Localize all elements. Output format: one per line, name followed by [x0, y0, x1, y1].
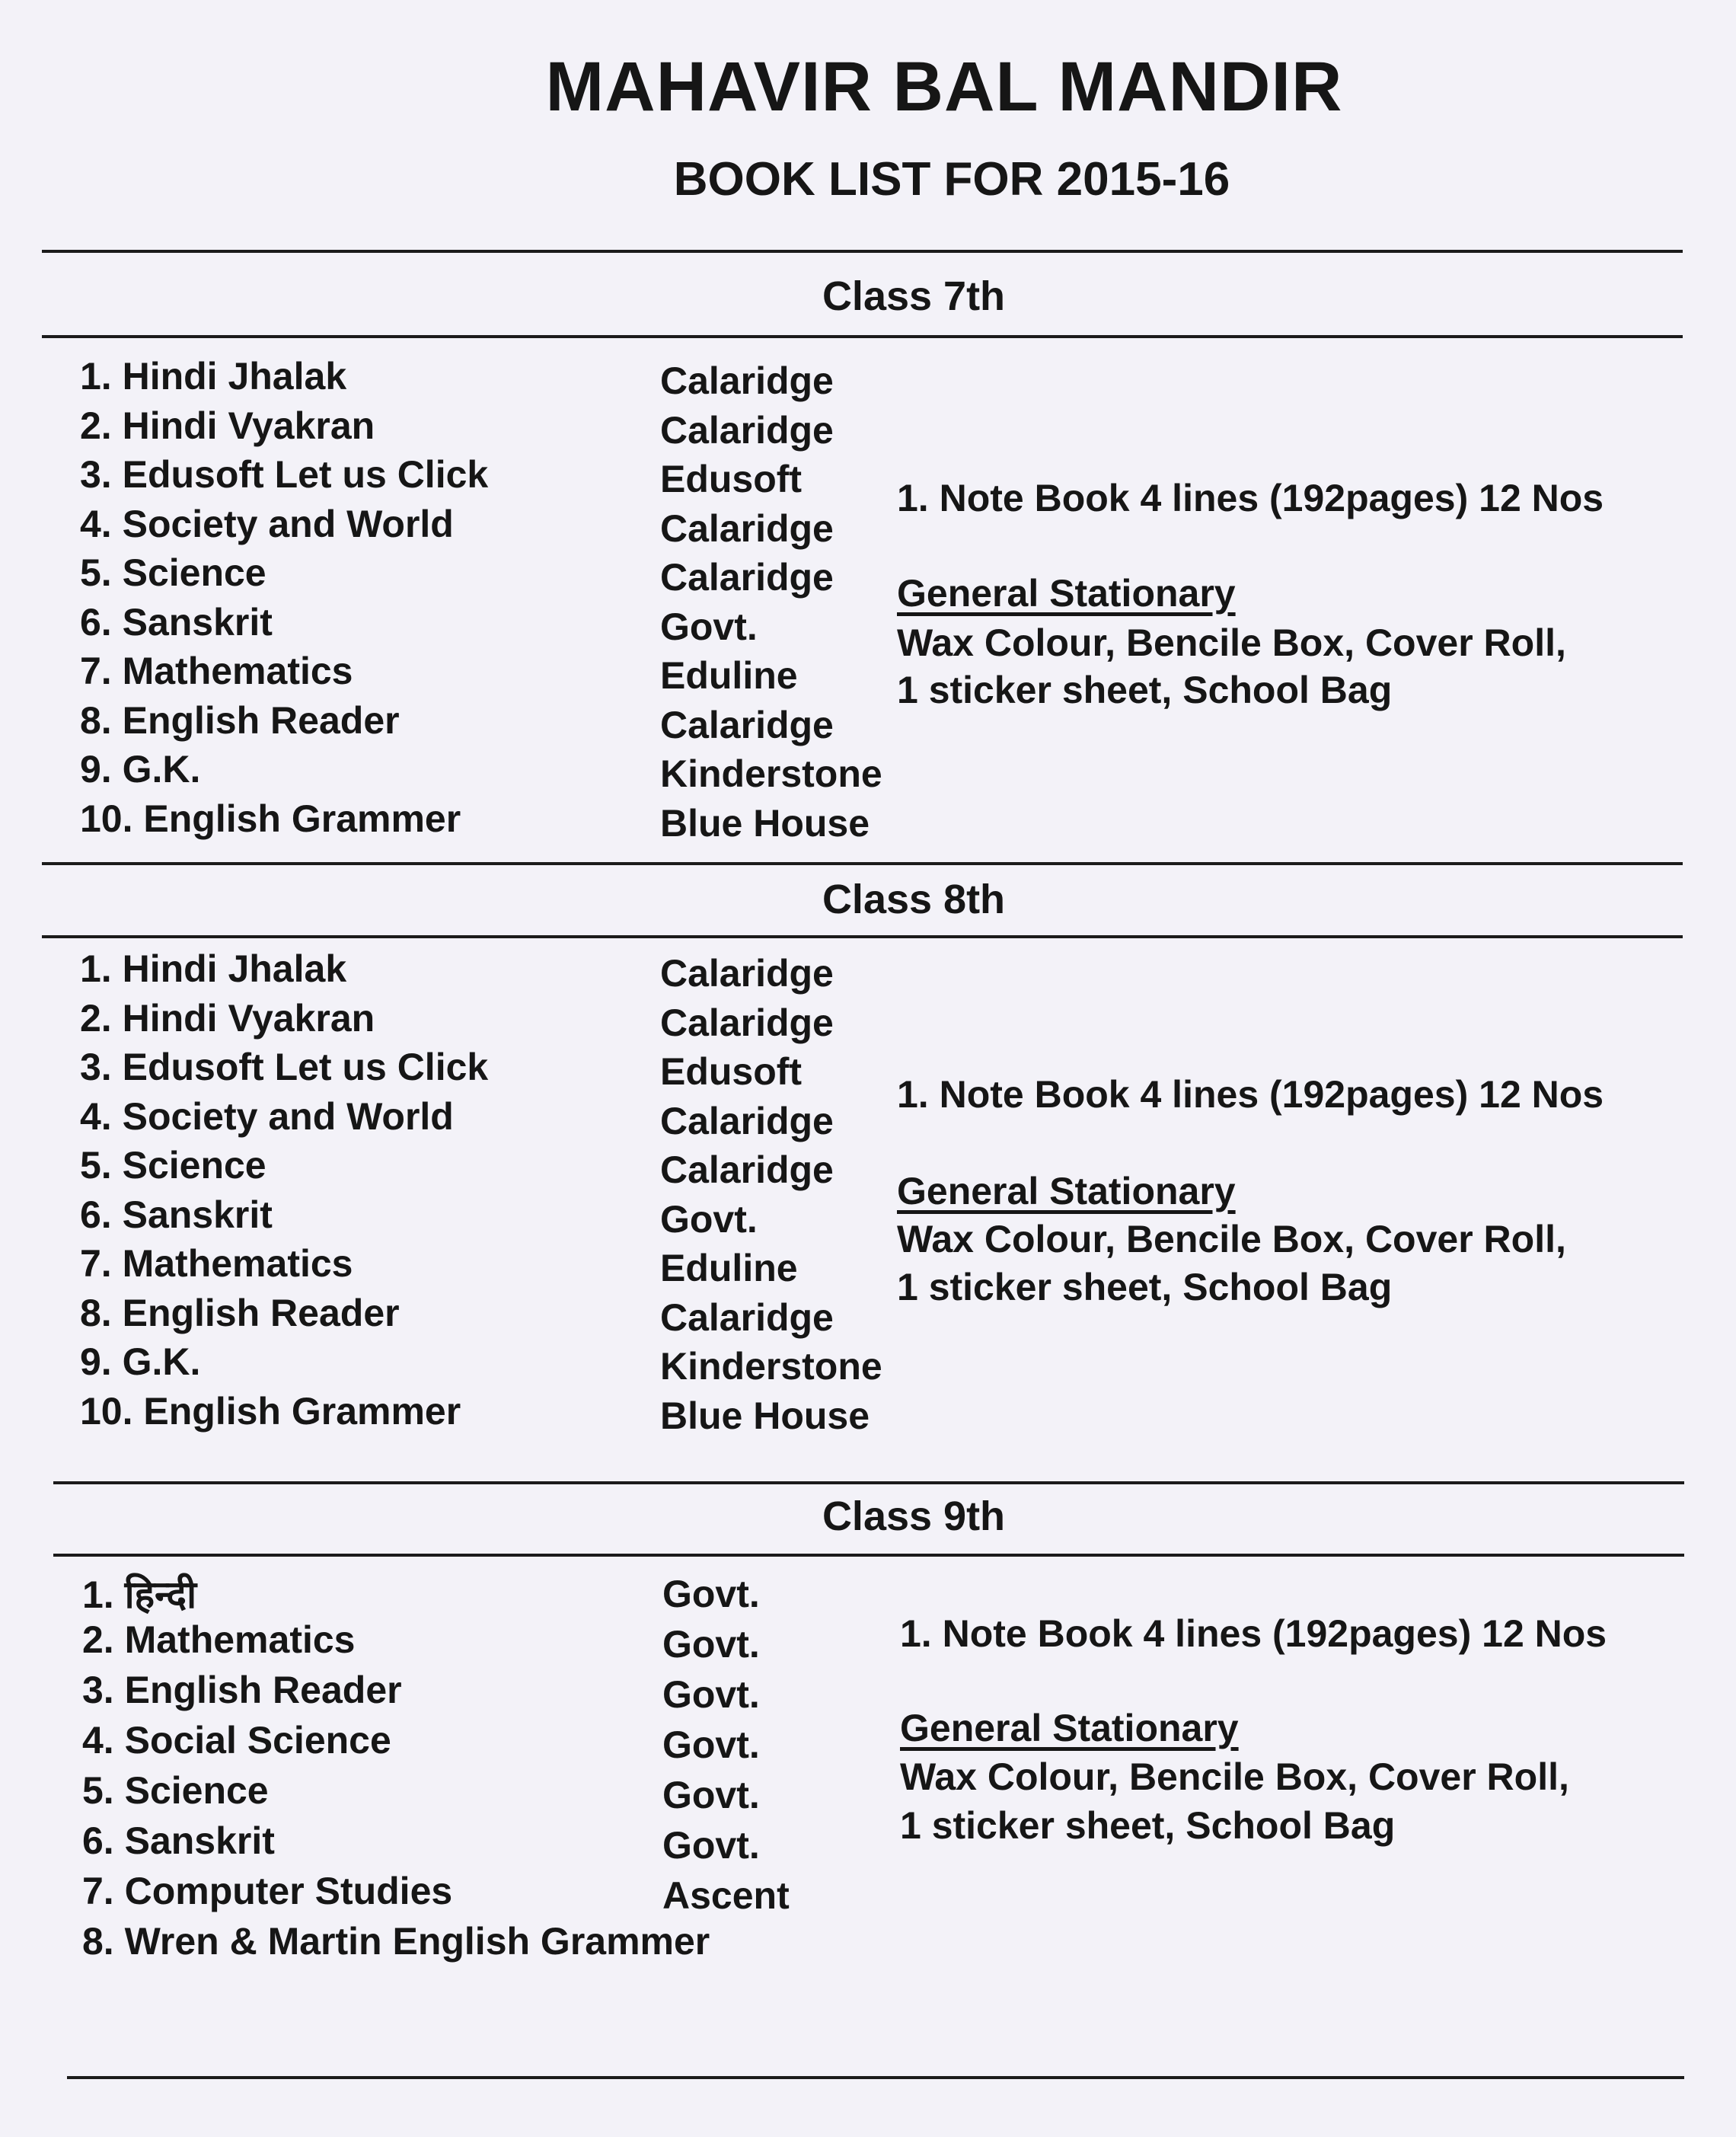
class-7-book-list [80, 354, 917, 845]
book-publisher: Govt. [660, 1197, 758, 1241]
book-name: 7. Mathematics [80, 650, 353, 692]
book-name: 8. English Reader [80, 698, 400, 742]
divider-class-9 [53, 1554, 1684, 1557]
book-name: 6. Sanskrit [82, 1819, 275, 1862]
book-name: 6. Sanskrit [80, 1193, 273, 1236]
school-name: MAHAVIR BAL MANDIR [545, 48, 1343, 126]
book-name: 3. Edusoft Let us Click [80, 453, 489, 496]
stationary-line: Wax Colour, Bencile Box, Cover Roll, [897, 621, 1566, 664]
notebook-note: 1. Note Book 4 lines (192pages) 12 Nos [897, 477, 1604, 519]
book-row [80, 1143, 917, 1193]
book-name: 9. G.K. [80, 1340, 201, 1383]
book-publisher: Eduline [660, 1247, 798, 1289]
book-name: 7. Mathematics [80, 1242, 353, 1285]
book-name: 5. Science [80, 1144, 266, 1187]
book-row [80, 1241, 917, 1291]
notebook-note: 1. Note Book 4 lines (192pages) 12 Nos [900, 1612, 1607, 1655]
book-publisher: Govt. [662, 1774, 760, 1816]
book-publisher: Calaridge [660, 703, 834, 746]
book-row [80, 1389, 917, 1439]
book-publisher: Edusoft [660, 1050, 803, 1093]
book-row [80, 698, 917, 748]
book-row [80, 649, 917, 698]
book-name: 1. हिन्दी [82, 1573, 197, 1616]
book-publisher: Blue House [660, 1394, 870, 1437]
book-publisher: Calaridge [660, 1001, 834, 1044]
book-row [80, 1094, 917, 1144]
book-row [82, 1768, 920, 1819]
book-name: 4. Society and World [80, 1094, 454, 1138]
book-publisher: Calaridge [660, 952, 834, 995]
divider-top [42, 250, 1683, 253]
book-row [80, 996, 917, 1046]
book-name: 7. Computer Studies [82, 1870, 453, 1912]
book-row [80, 404, 917, 453]
stationary-line: Wax Colour, Bencile Box, Cover Roll, [900, 1755, 1569, 1798]
divider-class-8 [42, 935, 1683, 938]
book-publisher: Edusoft [660, 458, 803, 500]
book-row [82, 1618, 920, 1668]
divider-class-7 [42, 335, 1683, 338]
book-row [80, 452, 917, 502]
book-row [80, 600, 917, 650]
book-row [80, 797, 917, 846]
book-name: 6. Sanskrit [80, 600, 273, 644]
book-row [80, 502, 917, 551]
stationary-line: 1 sticker sheet, School Bag [897, 1266, 1393, 1308]
stationary-line: 1 sticker sheet, School Bag [900, 1804, 1396, 1847]
book-row [80, 551, 917, 600]
book-name: 10. English Grammer [80, 1389, 461, 1433]
book-row [82, 1718, 920, 1768]
book-name: 1. Hindi Jhalak [80, 947, 347, 990]
book-publisher: Calaridge [660, 1099, 834, 1142]
stationary-line: 1 sticker sheet, School Bag [897, 669, 1393, 711]
divider-bottom [67, 2076, 1684, 2079]
book-publisher: Eduline [660, 654, 798, 697]
book-publisher: Kinderstone [660, 1345, 882, 1388]
book-publisher: Govt. [662, 1824, 760, 1867]
book-row [82, 1869, 920, 1919]
book-publisher: Govt. [662, 1573, 760, 1615]
book-name: 2. Hindi Vyakran [80, 996, 375, 1040]
book-list-title: BOOK LIST FOR 2015-16 [673, 153, 1230, 206]
book-row [82, 1919, 920, 1969]
book-publisher: Blue House [660, 801, 870, 845]
book-name: 3. Edusoft Let us Click [80, 1046, 489, 1088]
stationary-line: Wax Colour, Bencile Box, Cover Roll, [897, 1218, 1566, 1260]
general-stationary-heading: General Stationary [897, 572, 1236, 615]
book-name: 2. Hindi Vyakran [80, 404, 375, 447]
book-row [80, 747, 917, 797]
book-row [80, 354, 917, 404]
book-publisher: Calaridge [660, 1295, 834, 1339]
book-row [82, 1819, 920, 1869]
book-name: 1. Hindi Jhalak [80, 355, 347, 398]
book-publisher: Govt. [662, 1623, 760, 1666]
book-name: 4. Society and World [80, 502, 454, 545]
book-publisher: Calaridge [660, 408, 834, 452]
book-name: 2. Mathematics [82, 1618, 356, 1661]
book-publisher: Govt. [662, 1723, 760, 1766]
class-7-heading: Class 7th [822, 273, 1006, 319]
divider-class-9-top [53, 1481, 1684, 1484]
book-row [80, 1193, 917, 1242]
general-stationary-heading: General Stationary [897, 1170, 1236, 1212]
class-9-book-list [82, 1567, 920, 1969]
book-row [82, 1567, 920, 1618]
book-row [80, 1045, 917, 1094]
notebook-note: 1. Note Book 4 lines (192pages) 12 Nos [897, 1073, 1604, 1116]
book-name: 8. English Reader [80, 1291, 400, 1334]
class-8-book-list [80, 947, 917, 1438]
book-publisher: Govt. [660, 605, 758, 648]
general-stationary-heading: General Stationary [900, 1707, 1239, 1749]
book-publisher: Ascent [662, 1874, 790, 1917]
book-publisher: Calaridge [660, 506, 834, 550]
book-name: 3. English Reader [82, 1669, 402, 1711]
book-publisher: Calaridge [660, 359, 834, 402]
book-publisher: Govt. [662, 1673, 760, 1716]
book-publisher: Calaridge [660, 1148, 834, 1191]
book-row [80, 1291, 917, 1340]
book-name: 9. G.K. [80, 748, 201, 791]
class-9-heading: Class 9th [822, 1493, 1006, 1539]
class-8-heading: Class 8th [822, 877, 1006, 922]
book-name: 10. English Grammer [80, 797, 461, 840]
book-publisher: Kinderstone [660, 752, 882, 795]
book-row [80, 1340, 917, 1389]
book-row [82, 1668, 920, 1718]
book-name: 4. Social Science [82, 1719, 391, 1762]
book-row [80, 947, 917, 996]
book-name: 8. Wren & Martin English Grammer [82, 1920, 710, 1963]
book-publisher: Calaridge [660, 556, 834, 599]
book-name: 5. Science [82, 1769, 269, 1812]
book-name: 5. Science [80, 551, 266, 594]
divider-class-8-top [42, 862, 1683, 865]
